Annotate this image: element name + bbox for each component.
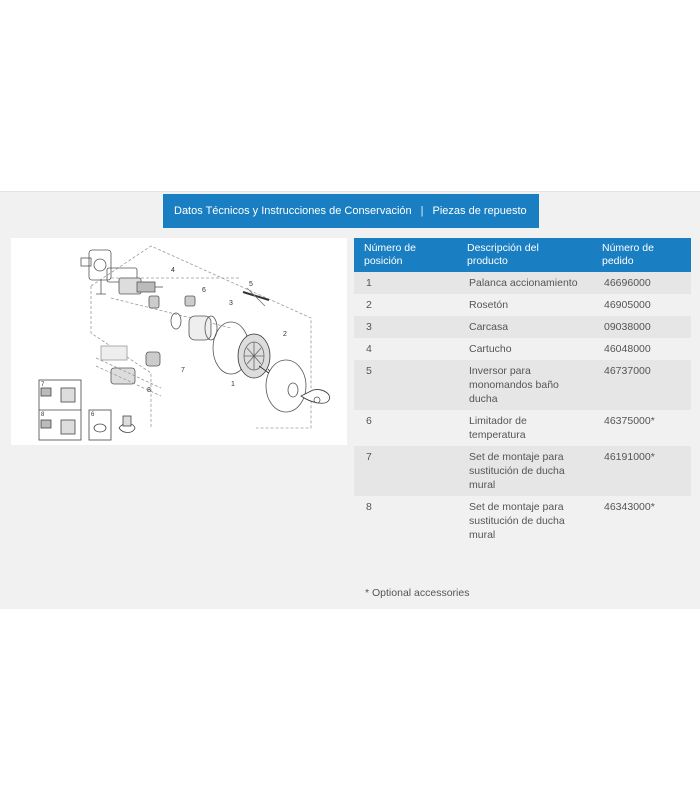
cell-order-number: 46905000 — [592, 294, 691, 316]
cell-position: 8 — [354, 496, 457, 546]
inset-callout-7: 7 — [41, 382, 45, 388]
cell-position: 2 — [354, 294, 457, 316]
table-header-row — [354, 238, 691, 272]
cell-description: Cartucho — [457, 338, 592, 360]
callout-5: 5 — [249, 281, 253, 288]
cell-description: Rosetón — [457, 294, 592, 316]
cell-order-number: 46696000 — [592, 272, 691, 294]
cell-description: Set de montaje para sustitución de ducha mural — [457, 446, 592, 496]
cell-position: 3 — [354, 316, 457, 338]
inset-callout-6: 6 — [91, 412, 95, 418]
cell-order-number: 46343000* — [592, 496, 691, 546]
cell-position: 1 — [354, 272, 457, 294]
tab-spare-parts[interactable]: Piezas de repuesto — [432, 205, 527, 217]
header-order-number: Número de pedido — [592, 238, 691, 272]
cell-description: Limitador de temperatura — [457, 410, 592, 446]
spare-parts-table — [354, 238, 691, 546]
cell-order-number: 46048000 — [592, 338, 691, 360]
cell-position: 4 — [354, 338, 457, 360]
table-row — [354, 316, 691, 338]
table-row — [354, 496, 691, 546]
cell-position: 5 — [354, 360, 457, 410]
cell-description: Palanca accionamiento — [457, 272, 592, 294]
inset-callout-8: 8 — [41, 412, 45, 418]
tab-bar — [163, 194, 539, 228]
optional-accessories-note: * Optional accessories — [365, 587, 470, 599]
cell-order-number: 46191000* — [592, 446, 691, 496]
cell-position: 7 — [354, 446, 457, 496]
header-description: Descripción del producto — [457, 238, 592, 272]
table-row — [354, 338, 691, 360]
table-row — [354, 294, 691, 316]
tab-separator: | — [420, 205, 424, 217]
callout-7: 7 — [181, 367, 185, 374]
callout-2: 2 — [283, 331, 287, 338]
callout-8: 8 — [147, 387, 151, 394]
tab-technical-data[interactable]: Datos Técnicos y Instrucciones de Conservación — [174, 205, 412, 217]
cell-order-number: 09038000 — [592, 316, 691, 338]
callout-3: 3 — [229, 300, 233, 307]
callout-1: 1 — [231, 381, 235, 388]
cell-description: Set de montaje para sustitución de ducha mural — [457, 496, 592, 546]
table-row — [354, 410, 691, 446]
cell-order-number: 46375000* — [592, 410, 691, 446]
cell-description: Carcasa — [457, 316, 592, 338]
table-row — [354, 360, 691, 410]
cell-position: 6 — [354, 410, 457, 446]
cell-description: Inversor para monomandos baño ducha — [457, 360, 592, 410]
exploded-parts-diagram — [11, 238, 347, 445]
table-row — [354, 446, 691, 496]
cell-order-number: 46737000 — [592, 360, 691, 410]
callout-4: 4 — [171, 267, 175, 274]
callout-6: 6 — [202, 287, 206, 294]
table-row — [354, 272, 691, 294]
header-position: Número de posición — [354, 238, 457, 272]
